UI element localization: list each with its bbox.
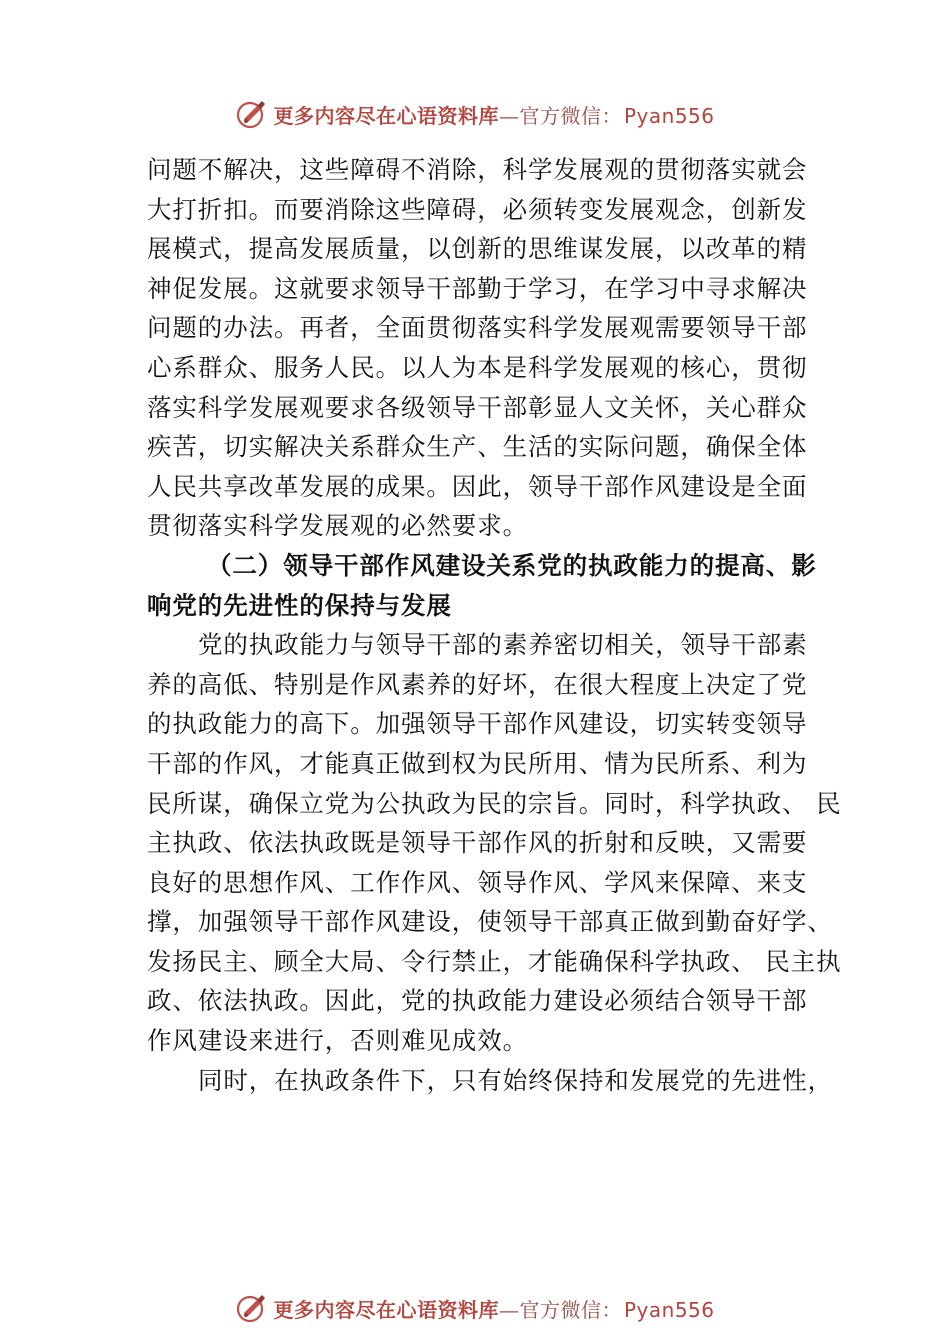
header-banner-dash: — xyxy=(498,103,520,128)
footer-wechat-label: 官方微信： xyxy=(519,1297,622,1322)
body-line: 作风建设来进行，否则难见成效。 xyxy=(147,1026,528,1056)
body-line: 良好的思想作风、工作作风、领导作风、学风来保障、来支 xyxy=(147,867,808,897)
body-line: 民所谋，确保立党为公执政为民的宗旨。同时，科学执政、 民 xyxy=(147,788,842,818)
footer-banner-text xyxy=(273,1294,714,1323)
header-banner xyxy=(0,94,950,134)
body-line: 神促发展。这就要求领导干部勤于学习，在学习中寻求解决 xyxy=(147,273,808,303)
body-line: 的执政能力的高下。加强领导干部作风建设，切实转变领导 xyxy=(147,709,808,739)
body-line: 干部的作风，才能真正做到权为民所用、情为民所系、利为 xyxy=(147,748,808,778)
body-line: 贯彻落实科学发展观的必然要求。 xyxy=(147,511,528,541)
body-line: 撑，加强领导干部作风建设，使领导干部真正做到勤奋好学、 xyxy=(147,907,833,937)
brand-logo-icon xyxy=(235,1291,269,1325)
footer-banner-main: 更多内容尽在心语资料库 xyxy=(273,1297,499,1322)
body-line: 展模式，提高发展质量，以创新的思维谋发展，以改革的精 xyxy=(147,234,808,264)
section-heading: （二）领导干部作风建设关系党的执政能力的提高、影 xyxy=(207,550,817,580)
header-banner-main: 更多内容尽在心语资料库 xyxy=(273,103,499,128)
body-line: 疾苦，切实解决关系群众生产、生活的实际问题，确保全体 xyxy=(147,432,808,462)
body-line: 问题不解决，这些障碍不消除，科学发展观的贯彻落实就会 xyxy=(147,155,808,184)
footer-banner-dash: — xyxy=(498,1297,520,1322)
brand-logo-icon xyxy=(235,97,269,131)
body-line: 主执政、依法执政既是领导干部作风的折射和反映，又需要 xyxy=(147,828,808,858)
footer-banner xyxy=(0,1288,950,1328)
paragraph-start: 同时，在执政条件下，只有始终保持和发展党的先进性， xyxy=(198,1065,833,1095)
body-line: 心系群众、服务人民。以人为本是科学发展观的核心，贯彻 xyxy=(147,352,808,382)
document-body xyxy=(147,150,842,1100)
body-line: 养的高低、特别是作风素养的好坏，在很大程度上决定了党 xyxy=(147,669,808,699)
footer-wechat-id: Pyan556 xyxy=(623,1297,715,1322)
body-line: 问题的办法。再者，全面贯彻落实科学发展观需要领导干部 xyxy=(147,313,808,343)
body-line: 政、依法执政。因此，党的执政能力建设必须结合领导干部 xyxy=(147,986,808,1016)
header-wechat-label: 官方微信： xyxy=(519,103,622,128)
section-heading-continued: 响党的先进性的保持与发展 xyxy=(147,590,452,620)
paragraph-start: 党的执政能力与领导干部的素养密切相关，领导干部素 xyxy=(198,630,808,660)
header-banner-text xyxy=(273,100,714,129)
body-line: 人民共享改革发展的成果。因此，领导干部作风建设是全面 xyxy=(147,471,808,501)
body-line: 大打折扣。而要消除这些障碍，必须转变发展观念，创新发 xyxy=(147,194,808,224)
header-wechat-id: Pyan556 xyxy=(623,103,715,128)
body-line: 发扬民主、顾全大局、令行禁止，才能确保科学执政、 民主执 xyxy=(147,946,842,976)
body-line: 落实科学发展观要求各级领导干部彰显人文关怀，关心群众 xyxy=(147,392,808,422)
